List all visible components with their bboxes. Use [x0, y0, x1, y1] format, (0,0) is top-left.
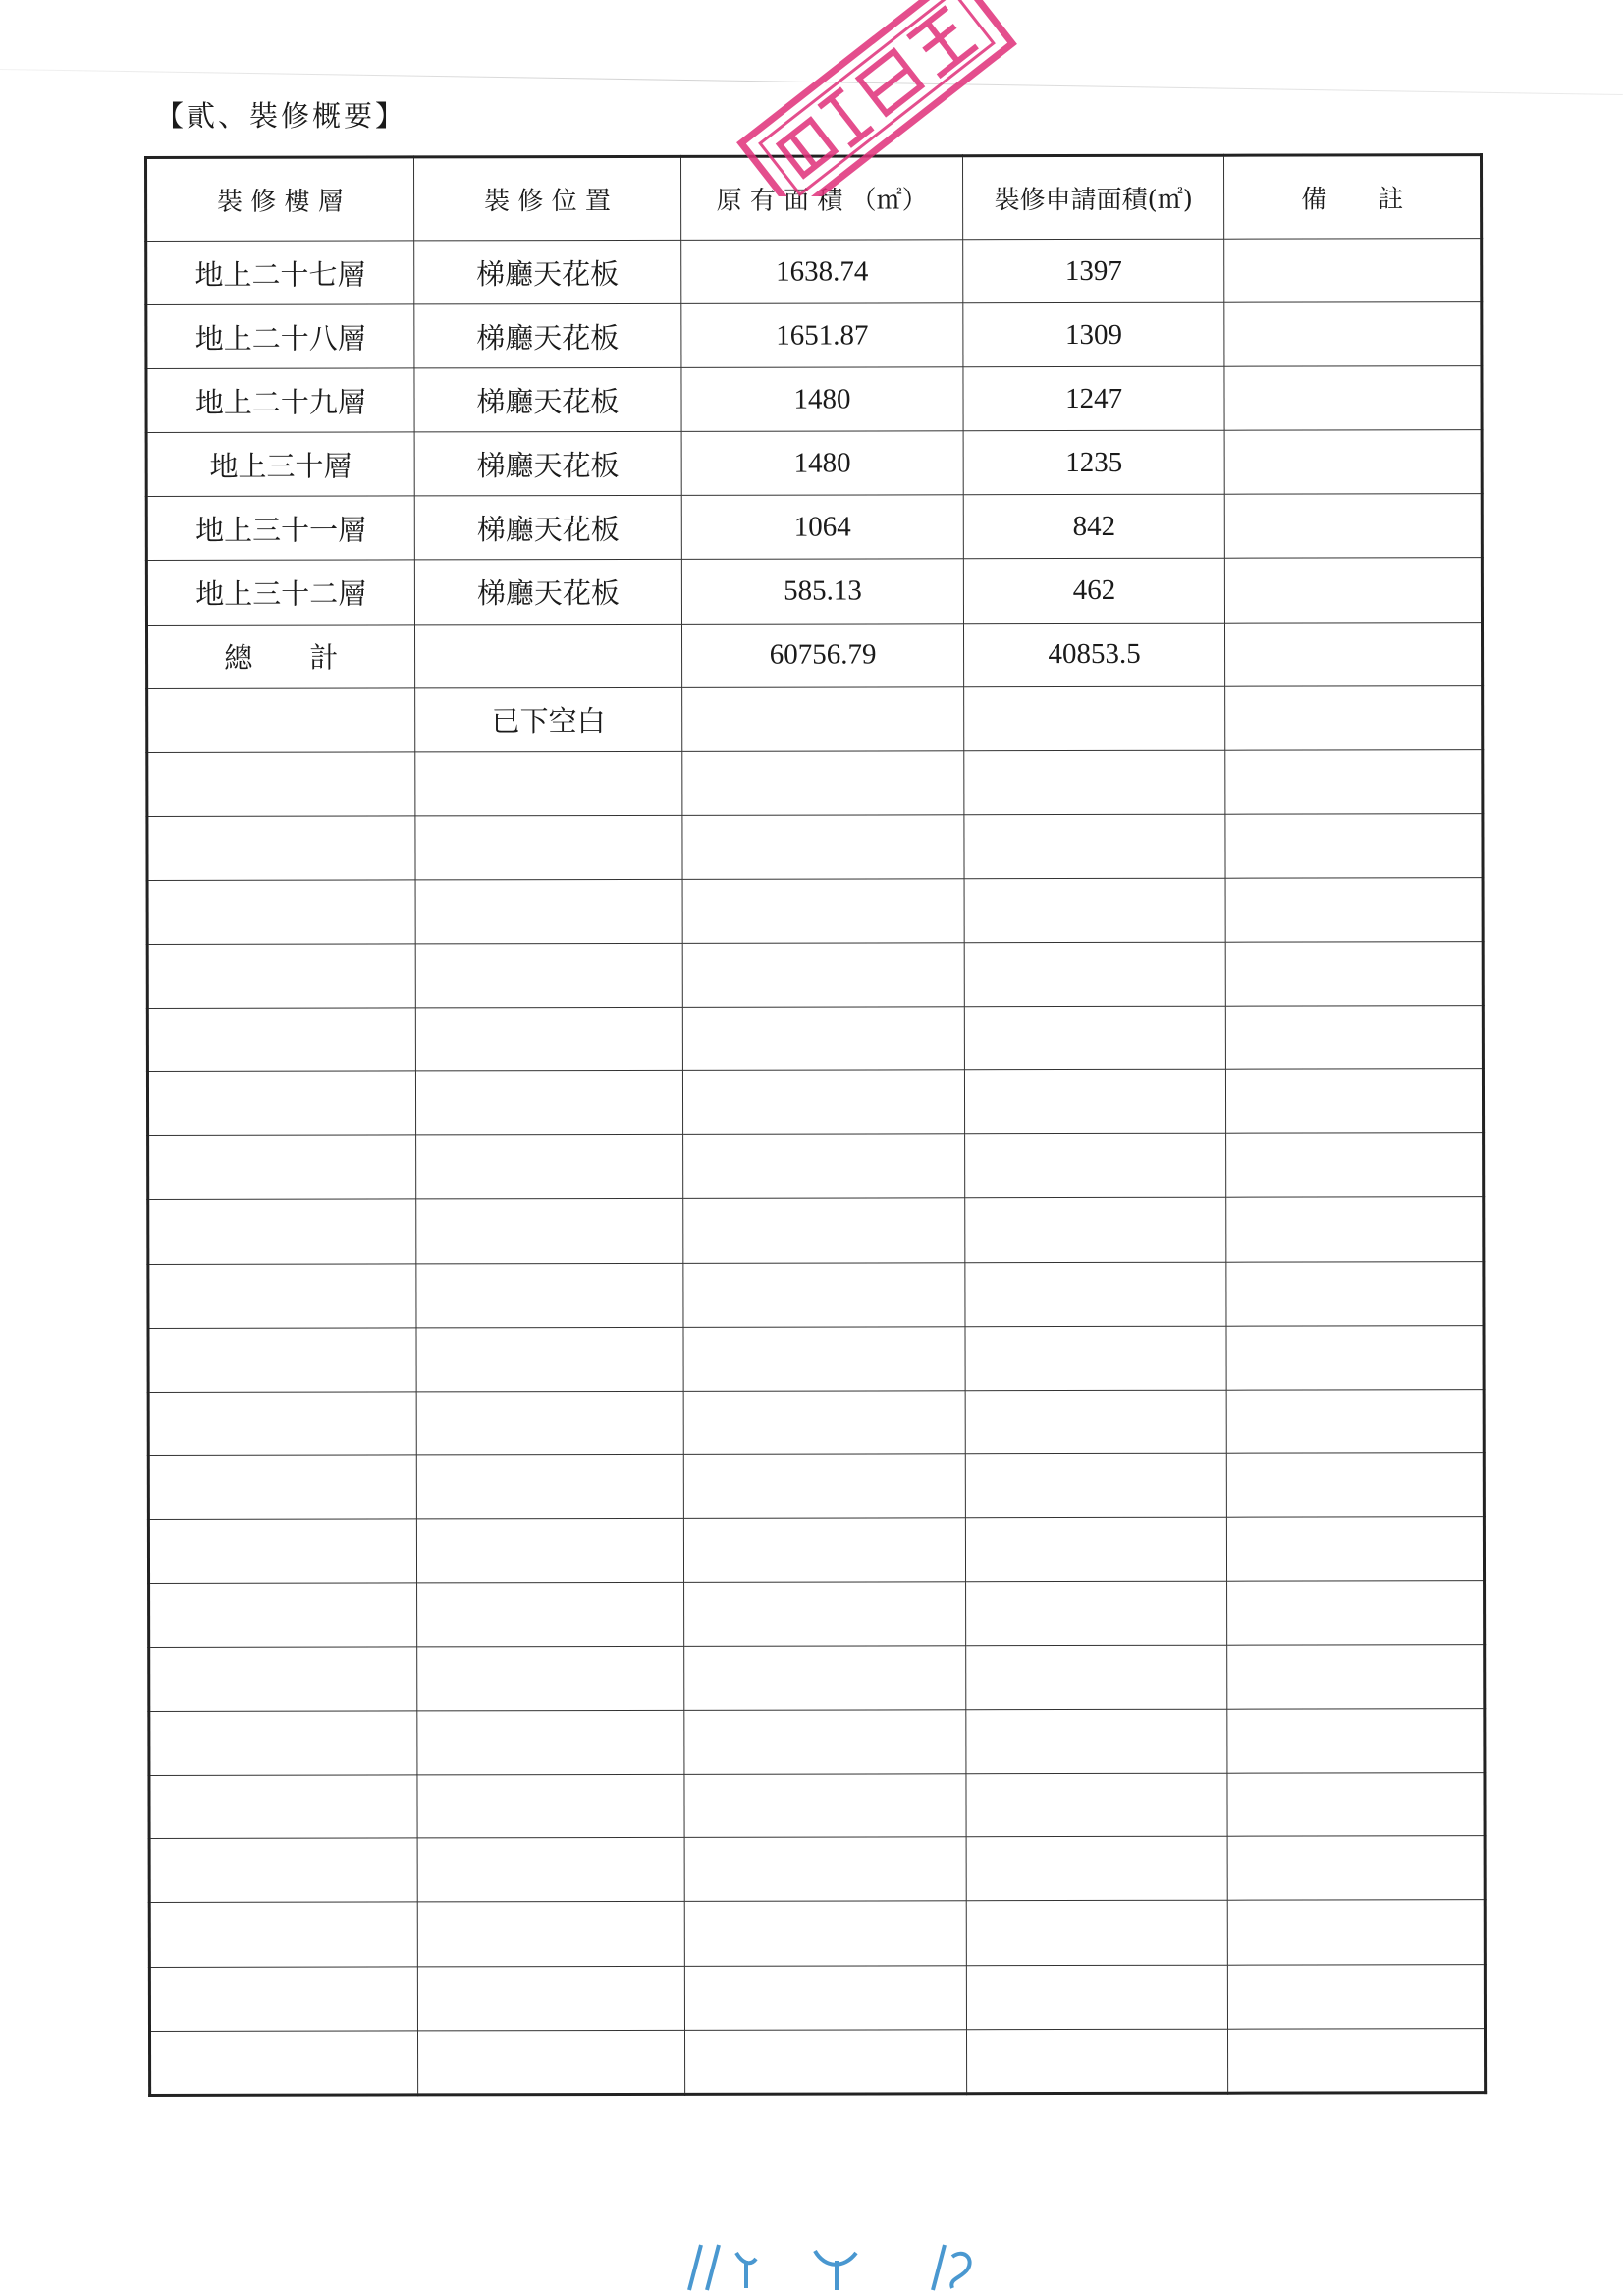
- empty-cell: [415, 815, 683, 880]
- empty-cell: [685, 2029, 967, 2094]
- empty-cell: [149, 1902, 417, 1967]
- cell-applied-area: 462: [963, 559, 1225, 624]
- empty-cell: [149, 1583, 417, 1648]
- empty-cell: [416, 1582, 684, 1647]
- empty-cell: [964, 1006, 1226, 1070]
- empty-cell: [1227, 1452, 1485, 1517]
- cell-original-area: 1638.74: [681, 240, 963, 304]
- empty-cell: [1227, 1773, 1485, 1837]
- empty-cell: [416, 1391, 684, 1455]
- table-row: [146, 558, 1482, 625]
- empty-cell: [965, 1581, 1227, 1646]
- cell-remarks: [1224, 302, 1482, 367]
- empty-cell: [1227, 1645, 1485, 1710]
- empty-cell: [147, 880, 415, 945]
- empty-cell: [684, 1582, 966, 1647]
- empty-cell: [684, 1774, 966, 1838]
- table-row: [146, 366, 1482, 433]
- empty-table-row: [149, 1836, 1485, 1903]
- table-row: [146, 302, 1482, 369]
- cell-remarks: [1224, 239, 1482, 303]
- empty-table-row: [148, 1325, 1484, 1392]
- section-heading: 【貳、裝修概要】: [155, 99, 407, 133]
- cell-applied-area: 1397: [962, 239, 1224, 303]
- header-location: 裝 修 位 置: [413, 156, 681, 241]
- empty-table-row: [148, 1261, 1484, 1328]
- table-row: [146, 430, 1482, 497]
- empty-cell: [1226, 942, 1484, 1007]
- empty-cell: [148, 1199, 416, 1264]
- empty-cell: [149, 1838, 417, 1903]
- empty-cell: [682, 879, 964, 944]
- cell-original-area: 1480: [681, 431, 963, 496]
- header-original-area: 原 有 面 積 （㎡）: [681, 156, 963, 241]
- empty-table-row: [149, 2028, 1485, 2095]
- cell-applied-area: [963, 686, 1225, 751]
- empty-cell: [1227, 1389, 1485, 1453]
- empty-table-row: [148, 1517, 1484, 1584]
- empty-cell: [966, 1837, 1228, 1902]
- empty-cell: [684, 1837, 966, 1902]
- empty-cell: [148, 1328, 416, 1393]
- empty-cell: [683, 1326, 965, 1391]
- empty-cell: [682, 943, 964, 1008]
- empty-table-row: [147, 942, 1483, 1009]
- empty-cell: [1225, 749, 1483, 814]
- empty-cell: [965, 1326, 1227, 1391]
- empty-cell: [685, 1965, 967, 2030]
- cell-floor: 地上三十層: [146, 432, 414, 497]
- table-row: [146, 494, 1482, 561]
- empty-cell: [1228, 1964, 1486, 2029]
- empty-cell: [415, 1007, 683, 1071]
- empty-cell: [414, 751, 682, 816]
- empty-cell: [965, 1262, 1227, 1327]
- empty-cell: [415, 879, 683, 944]
- empty-cell: [683, 1390, 965, 1454]
- empty-cell: [1226, 1325, 1484, 1390]
- empty-cell: [965, 1645, 1227, 1710]
- cell-location: 梯廳天花板: [414, 496, 682, 561]
- empty-cell: [1226, 1006, 1484, 1070]
- cell-remarks: [1225, 622, 1483, 686]
- cell-original-area: 1064: [681, 495, 963, 560]
- empty-cell: [1228, 2028, 1486, 2093]
- cell-original-area: 60756.79: [682, 623, 964, 687]
- cell-remarks: [1225, 558, 1483, 623]
- empty-cell: [1227, 1709, 1485, 1774]
- empty-cell: [683, 1198, 965, 1263]
- red-seal-stamp-icon: [715, 0, 1039, 196]
- empty-cell: [416, 1711, 684, 1776]
- empty-cell: [684, 1901, 966, 1966]
- header-applied-area: 裝修申請面積(㎡): [962, 155, 1224, 240]
- empty-table-row: [149, 1645, 1485, 1712]
- empty-cell: [684, 1646, 966, 1711]
- empty-cell: [683, 1070, 965, 1135]
- empty-cell: [149, 1647, 417, 1712]
- empty-cell: [148, 1392, 416, 1456]
- empty-cell: [683, 1262, 965, 1327]
- empty-cell: [416, 1454, 684, 1519]
- empty-cell: [684, 1710, 966, 1775]
- cell-applied-area: 1235: [963, 430, 1225, 495]
- empty-cell: [1227, 1836, 1485, 1901]
- empty-cell: [415, 1071, 683, 1136]
- empty-cell: [966, 1709, 1228, 1774]
- empty-cell: [415, 1135, 683, 1200]
- empty-cell: [682, 751, 964, 816]
- cell-location: 梯廳天花板: [414, 368, 682, 433]
- cell-original-area: 585.13: [682, 559, 964, 624]
- empty-cell: [1226, 1069, 1484, 1134]
- empty-table-row: [147, 1006, 1483, 1072]
- cell-location: 梯廳天花板: [414, 560, 682, 625]
- cell-applied-area: 1247: [963, 366, 1225, 431]
- cell-remarks: [1224, 366, 1482, 431]
- header-remarks: 備 註: [1224, 155, 1482, 240]
- empty-table-row: [147, 749, 1483, 816]
- empty-cell: [965, 1198, 1227, 1263]
- empty-cell: [416, 1518, 684, 1583]
- header-floor: 裝 修 樓 層: [146, 157, 414, 242]
- empty-cell: [965, 1390, 1227, 1454]
- cell-remarks: [1224, 430, 1482, 495]
- empty-cell: [147, 816, 415, 881]
- cell-location: 已下空白: [414, 687, 682, 752]
- empty-cell: [1226, 1261, 1484, 1326]
- empty-cell: [147, 1008, 415, 1072]
- empty-cell: [682, 815, 964, 880]
- empty-cell: [417, 1902, 685, 1967]
- cell-original-area: 1651.87: [681, 303, 963, 368]
- empty-cell: [964, 878, 1226, 943]
- empty-cell: [966, 1773, 1228, 1837]
- empty-cell: [149, 1775, 417, 1839]
- empty-cell: [149, 1711, 417, 1776]
- empty-cell: [683, 1134, 965, 1199]
- cell-original-area: [682, 686, 964, 751]
- cell-location: 梯廳天花板: [413, 240, 681, 304]
- empty-table-row: [149, 1581, 1485, 1648]
- empty-cell: [1226, 1133, 1484, 1198]
- empty-cell: [965, 1453, 1227, 1518]
- empty-cell: [964, 1069, 1226, 1134]
- empty-cell: [683, 1454, 965, 1519]
- empty-cell: [1228, 1900, 1486, 1965]
- empty-cell: [148, 1135, 416, 1200]
- empty-cell: [964, 750, 1226, 815]
- empty-table-row: [149, 1964, 1485, 2031]
- empty-table-row: [147, 813, 1483, 880]
- cell-floor: 地上三十二層: [146, 560, 414, 625]
- cell-applied-area: 40853.5: [963, 623, 1225, 687]
- table-row: [146, 622, 1482, 688]
- empty-cell: [417, 1838, 685, 1903]
- empty-cell: [417, 1775, 685, 1839]
- empty-table-row: [148, 1133, 1484, 1200]
- empty-cell: [417, 1966, 685, 2031]
- renovation-summary-table: [144, 153, 1487, 2097]
- table-row: [147, 685, 1483, 752]
- cell-floor: 地上二十七層: [146, 241, 414, 305]
- empty-cell: [149, 2031, 417, 2096]
- cell-floor: 總 計: [146, 624, 414, 688]
- cell-location: [414, 624, 682, 688]
- cell-floor: 地上二十九層: [146, 368, 414, 433]
- blue-stamp-icon: [677, 2241, 1001, 2296]
- empty-cell: [147, 1071, 415, 1136]
- empty-cell: [149, 1966, 417, 2031]
- cell-floor: 地上二十八層: [146, 304, 414, 369]
- empty-cell: [683, 1007, 965, 1071]
- empty-table-row: [148, 1452, 1484, 1519]
- empty-cell: [965, 1517, 1227, 1582]
- cell-remarks: [1225, 494, 1483, 559]
- cell-location: 梯廳天花板: [413, 303, 681, 368]
- cell-floor: [147, 688, 415, 753]
- empty-cell: [1225, 878, 1483, 943]
- empty-cell: [966, 2029, 1228, 2094]
- empty-cell: [964, 814, 1226, 879]
- empty-table-row: [147, 878, 1483, 945]
- empty-table-row: [149, 1900, 1485, 1967]
- empty-cell: [1225, 813, 1483, 878]
- cell-applied-area: 842: [963, 495, 1225, 560]
- empty-cell: [1227, 1517, 1485, 1582]
- empty-cell: [966, 1901, 1228, 1966]
- empty-cell: [1227, 1581, 1485, 1646]
- empty-cell: [415, 943, 683, 1008]
- empty-cell: [966, 1965, 1228, 2030]
- empty-cell: [148, 1263, 416, 1328]
- empty-cell: [415, 1199, 683, 1264]
- empty-cell: [417, 2030, 685, 2095]
- empty-cell: [964, 942, 1226, 1007]
- empty-cell: [416, 1327, 684, 1392]
- empty-cell: [1226, 1197, 1484, 1262]
- empty-cell: [148, 1455, 416, 1520]
- cell-location: 梯廳天花板: [414, 432, 682, 497]
- empty-table-row: [148, 1197, 1484, 1264]
- empty-table-row: [148, 1389, 1484, 1455]
- empty-cell: [964, 1134, 1226, 1199]
- cell-original-area: 1480: [681, 367, 963, 432]
- table-row: [146, 239, 1482, 305]
- cell-floor: 地上三十一層: [146, 496, 414, 561]
- empty-table-row: [149, 1773, 1485, 1839]
- empty-cell: [684, 1518, 966, 1583]
- empty-cell: [147, 944, 415, 1009]
- empty-table-row: [147, 1069, 1483, 1136]
- empty-cell: [415, 1263, 683, 1328]
- cell-applied-area: 1309: [963, 302, 1225, 367]
- empty-cell: [148, 1519, 416, 1584]
- cell-remarks: [1225, 685, 1483, 750]
- empty-table-row: [149, 1709, 1485, 1776]
- empty-cell: [416, 1646, 684, 1711]
- empty-cell: [147, 752, 415, 817]
